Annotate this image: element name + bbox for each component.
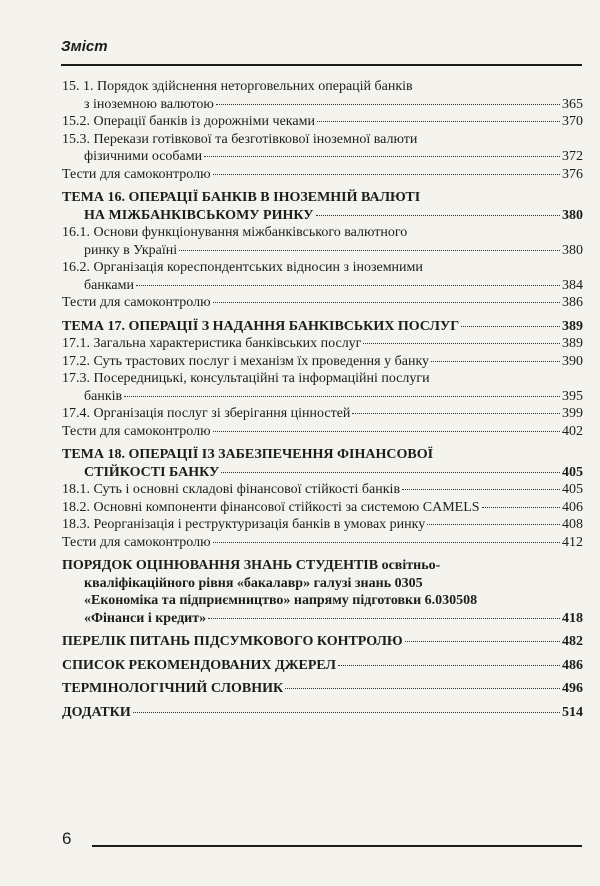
toc-page-number: 418	[562, 610, 583, 626]
toc-entry-title: «Фінанси і кредит»	[84, 610, 207, 626]
toc-entry-title: банків	[84, 388, 123, 404]
toc-dot-leader	[213, 302, 560, 303]
toc-entry	[62, 423, 583, 441]
toc-dot-leader	[213, 174, 560, 175]
toc-page-number: 486	[562, 657, 583, 673]
toc-entry	[62, 446, 583, 464]
toc-entry-title: ТЕМА 16. ОПЕРАЦІЇ БАНКІВ В ІНОЗЕМНІЙ ВАЛЮТІ	[62, 190, 421, 205]
toc-page-number: 399	[562, 406, 583, 421]
toc-entry	[62, 242, 583, 260]
toc-page-number: 514	[562, 704, 583, 720]
toc-page-number: 406	[562, 499, 583, 515]
toc-dot-leader	[221, 472, 560, 473]
toc-page-number: 402	[562, 423, 583, 439]
toc-entry	[62, 207, 583, 225]
page-number: 6	[62, 829, 72, 848]
toc-page-number: 405	[562, 464, 583, 480]
toc-dot-leader	[338, 665, 560, 666]
toc-entry	[62, 633, 583, 651]
toc-entry	[62, 704, 583, 722]
toc-entry-title: 15.3. Перекази готівкової та безготівкової іноземної валюти	[62, 131, 418, 147]
toc-entry-title: з іноземною валютою	[84, 96, 214, 112]
toc-entry	[62, 189, 583, 207]
toc-entry	[62, 499, 583, 517]
toc-dot-leader	[136, 285, 560, 286]
toc-page-number: 395	[562, 388, 583, 404]
toc-dot-leader	[352, 413, 560, 414]
toc-page-number: 384	[562, 277, 583, 293]
toc-entry-title: 15.2. Операції банків із дорожніми чеками	[62, 114, 315, 129]
toc-entry-title: ПЕРЕЛІК ПИТАНЬ ПІДСУМКОВОГО КОНТРОЛЮ	[62, 634, 403, 649]
toc-dot-leader	[402, 489, 560, 490]
toc-dot-leader	[461, 326, 560, 327]
toc-entry-title: 17.2. Суть трастових послуг і механізм їх проведення у банку	[62, 353, 430, 369]
toc-entry-title: 16.2. Організація кореспондентських відносин з іноземними	[62, 260, 423, 275]
toc-entry	[62, 516, 583, 534]
toc-entry-title: ринку в Україні	[84, 242, 178, 258]
toc-entry	[62, 534, 583, 552]
toc-entry	[62, 405, 583, 423]
toc-entry-title: 18.1. Суть і основні складові фінансової стійкості банків	[62, 482, 401, 497]
toc-dot-leader	[431, 361, 560, 362]
toc-dot-leader	[208, 618, 560, 619]
toc-entry	[62, 113, 583, 131]
toc-entry	[62, 166, 583, 184]
toc-entry	[62, 259, 583, 277]
toc-entry	[62, 131, 583, 149]
toc-page-number: 365	[562, 96, 583, 112]
toc-dot-leader	[405, 641, 560, 642]
toc-entry	[62, 592, 583, 610]
toc-entry	[62, 657, 583, 675]
toc-entry-title: ПОРЯДОК ОЦІНЮВАННЯ ЗНАНЬ СТУДЕНТІВ освітньо-	[62, 558, 441, 573]
toc-entry	[62, 575, 583, 593]
toc-entry-title: 17.4. Організація послуг зі зберігання цінностей	[62, 406, 351, 421]
toc-page-number: 408	[562, 517, 583, 532]
toc-entry-title: фізичними особами	[84, 149, 203, 164]
toc-entry-title: 17.3. Посередницькі, консультаційні та інформаційні послуги	[62, 371, 430, 386]
toc-entry	[62, 318, 583, 336]
toc-entry-title: «Економіка та підприємництво» напряму підготовки 6.030508	[84, 593, 478, 608]
toc-page-number: 390	[562, 353, 583, 369]
toc-page-number: 376	[562, 166, 583, 182]
toc-entry	[62, 96, 583, 114]
toc-entry	[62, 353, 583, 371]
toc-dot-leader	[427, 524, 560, 525]
toc-page-number: 370	[562, 114, 583, 129]
toc-entry	[62, 680, 583, 698]
toc-page-number: 389	[562, 336, 583, 351]
toc-entry	[62, 464, 583, 482]
toc-dot-leader	[213, 542, 560, 543]
toc-entry-title: НА МІЖБАНКІВСЬКОМУ РИНКУ	[84, 207, 314, 223]
header-rule	[61, 64, 582, 66]
toc-entry	[62, 148, 583, 166]
toc-page-number: 380	[562, 207, 583, 223]
toc-entry-title: 17.1. Загальна характеристика банківських послуг	[62, 336, 362, 351]
toc-page-number: 496	[562, 681, 583, 696]
toc-dot-leader	[316, 215, 560, 216]
toc-entry-title: 18.2. Основні компоненти фінансової стійкості за системою CAMELS	[62, 499, 480, 515]
toc-dot-leader	[317, 121, 560, 122]
toc-entry-title: ТЕРМІНОЛОГІЧНИЙ СЛОВНИК	[62, 681, 284, 696]
toc-entry	[62, 78, 583, 96]
toc-dot-leader	[133, 712, 560, 713]
toc-entry-title: ДОДАТКИ	[62, 704, 131, 720]
toc-entry	[62, 277, 583, 295]
toc-entry-title: ТЕМА 17. ОПЕРАЦІЇ З НАДАННЯ БАНКІВСЬКИХ ПОСЛУГ	[62, 318, 460, 334]
toc-dot-leader	[285, 688, 560, 689]
toc-entry-title: кваліфікаційного рівня «бакалавр» галузі знань 0305	[84, 575, 423, 591]
toc-entry-title: 15. 1. Порядок здійснення неторговельних операцій банків	[62, 79, 413, 94]
toc-dot-leader	[179, 250, 560, 251]
running-header: Зміст	[61, 38, 108, 55]
toc-entry-title: банками	[84, 277, 134, 293]
toc-entry	[62, 335, 583, 353]
toc-page-number: 405	[562, 482, 583, 497]
toc-entry-title: Тести для самоконтролю	[62, 534, 211, 550]
toc-entry-title: 16.1. Основи функціонування міжбанківського валютного	[62, 225, 408, 240]
toc-entry	[62, 481, 583, 499]
toc-page-number: 372	[562, 149, 583, 164]
toc-entry	[62, 557, 583, 575]
toc-dot-leader	[363, 343, 560, 344]
footer-rule	[92, 845, 582, 847]
toc-entry	[62, 370, 583, 388]
toc-entry	[62, 610, 583, 628]
toc-page-number: 412	[562, 534, 583, 550]
toc-dot-leader	[213, 431, 560, 432]
toc-entry-title: СПИСОК РЕКОМЕНДОВАНИХ ДЖЕРЕЛ	[62, 657, 336, 673]
toc-entry-title: Тести для самоконтролю	[62, 423, 211, 439]
toc-entry	[62, 294, 583, 312]
toc-dot-leader	[204, 156, 560, 157]
table-of-contents	[62, 78, 583, 721]
toc-entry-title: СТІЙКОСТІ БАНКУ	[84, 464, 220, 480]
toc-page-number: 389	[562, 318, 583, 334]
toc-page-number: 386	[562, 295, 583, 310]
toc-page-number: 482	[562, 634, 583, 649]
toc-dot-leader	[216, 104, 560, 105]
toc-entry	[62, 224, 583, 242]
toc-entry-title: ТЕМА 18. ОПЕРАЦІЇ ІЗ ЗАБЕЗПЕЧЕННЯ ФІНАНСОВОЇ	[62, 447, 434, 462]
toc-dot-leader	[124, 396, 560, 397]
toc-entry	[62, 388, 583, 406]
toc-entry-title: 18.3. Реорганізація і реструктуризація банків в умовах ринку	[62, 517, 426, 532]
toc-page-number: 380	[562, 242, 583, 258]
toc-dot-leader	[482, 507, 560, 508]
toc-entry-title: Тести для самоконтролю	[62, 295, 211, 310]
toc-entry-title: Тести для самоконтролю	[62, 166, 211, 182]
